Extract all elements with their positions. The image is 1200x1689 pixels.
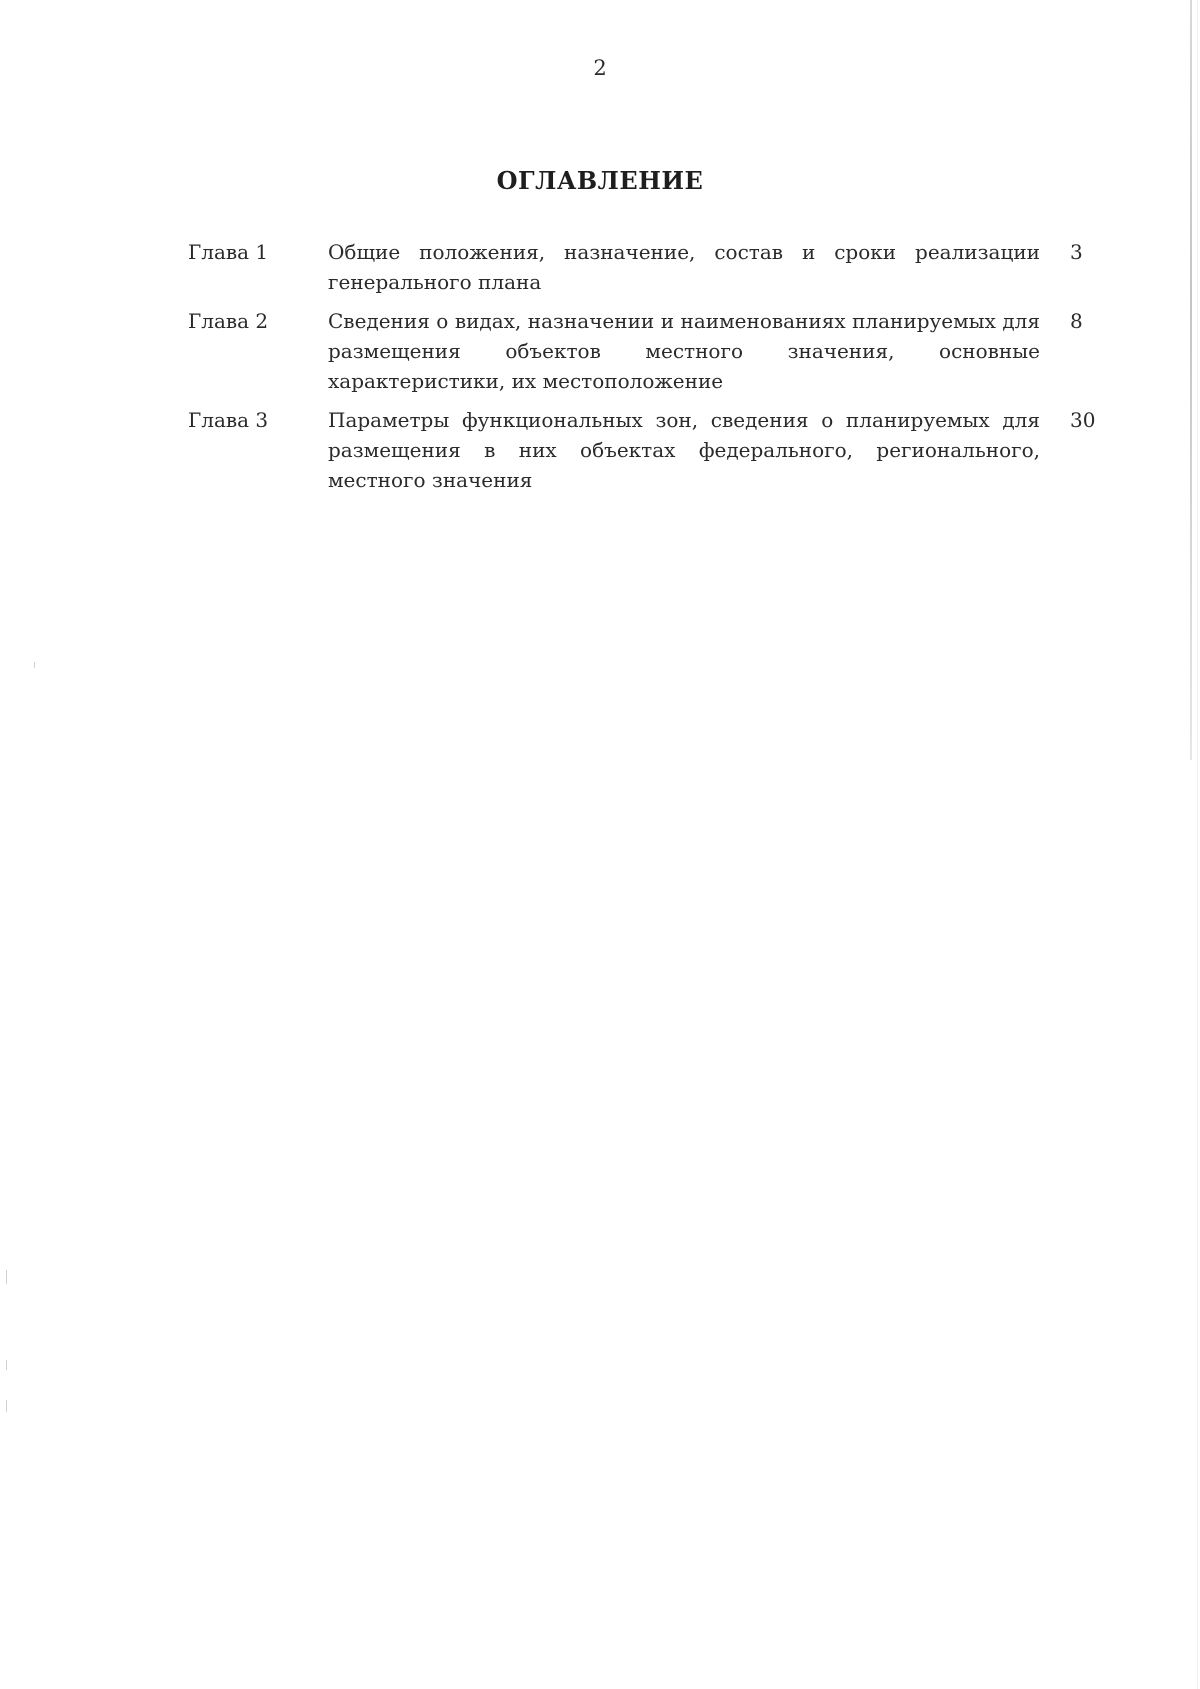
- toc-list: [188, 237, 1118, 504]
- toc-page-number: 3: [1070, 240, 1083, 264]
- toc-entry-chapter-2: [188, 306, 1118, 396]
- scan-speck-artifact: [6, 1360, 7, 1370]
- toc-page-number: 8: [1070, 309, 1083, 333]
- toc-page-number: 30: [1070, 408, 1096, 432]
- toc-chapter-label: Глава 2: [188, 309, 269, 333]
- scan-speck-artifact: [34, 662, 35, 668]
- scan-speck-artifact: [6, 1400, 7, 1412]
- scan-speck-artifact: [6, 1270, 7, 1284]
- toc-title: ОГЛАВЛЕНИЕ: [496, 166, 704, 195]
- toc-entry-chapter-1: [188, 237, 1118, 297]
- toc-chapter-title: Параметры функциональных зон, сведения о планируемых для размещения в них объектах федерального, регионального, местного значения: [328, 408, 1040, 492]
- scan-edge-artifact: [1190, 0, 1192, 760]
- toc-chapter-label: Глава 1: [188, 240, 269, 264]
- scan-edge-artifact: [1197, 0, 1198, 1689]
- page-number: 2: [593, 56, 607, 80]
- toc-chapter-label: Глава 3: [188, 408, 269, 432]
- toc-chapter-title: Общие положения, назначение, состав и сроки реализации генерального плана: [328, 240, 1040, 294]
- toc-chapter-title: Сведения о видах, назначении и наименованиях планируемых для размещения объектов местного значения, основные характеристики, их местоположение: [328, 309, 1040, 393]
- toc-entry-chapter-3: [188, 405, 1118, 495]
